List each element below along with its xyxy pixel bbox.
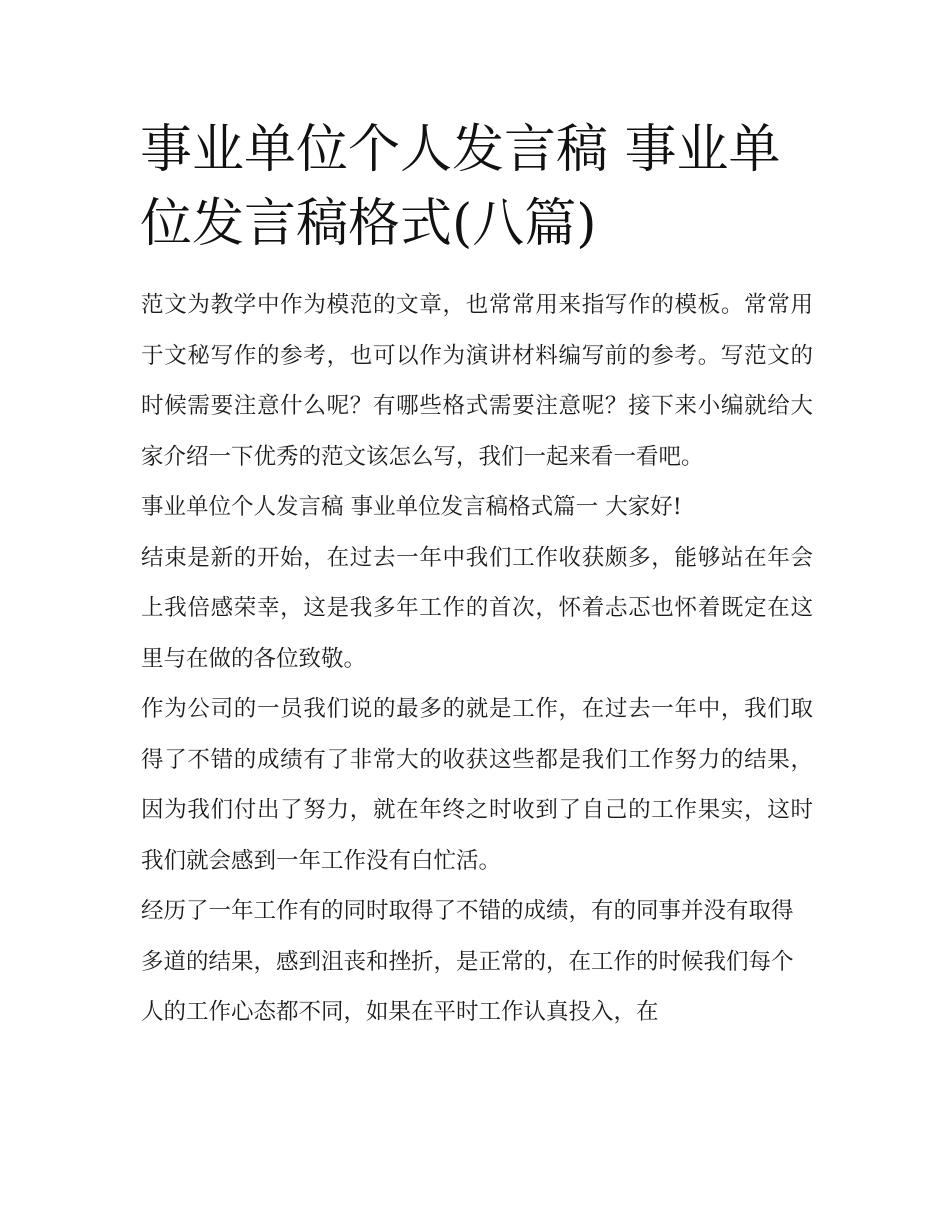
document-title: 事业单位个人发言稿 事业单位发言稿格式(八篇) bbox=[140, 120, 781, 254]
paragraph-experience: 经历了一年工作有的同时取得了不错的成绩，有的同事并没有取得多道的结果，感到沮丧和挫折，是正常的，在工作的时候我们每个人的工作心态都不同，如果在平时工作认真投入，在 bbox=[141, 898, 794, 1025]
paragraph-opening: 结束是新的开始，在过去一年中我们工作收获颇多，能够站在年会上我倍感荣幸，这是我多年工作的首次，怀着忐忑也怀着既定在这里与在做的各位致敬。 bbox=[141, 544, 813, 672]
paragraph-intro: 范文为教学中作为模范的文章，也常常用来指写作的模板。常常用于文秘写作的参考，也可以作为演讲材料编写前的参考。写范文的时候需要注意什么呢？有哪些格式需要注意呢？接下来小编就给大家介绍一下优秀的范文该怎么写，我们一起来看一看吧。 bbox=[141, 292, 813, 470]
paragraph-section-heading: 事业单位个人发言稿 事业单位发言稿格式篇一 大家好! bbox=[141, 494, 682, 520]
document-body bbox=[141, 280, 813, 1038]
paragraph-work-results: 作为公司的一员我们说的最多的就是工作，在过去一年中，我们取得了不错的成绩有了非常大的收获这些都是我们工作努力的结果，因为我们付出了努力，就在年终之时收到了自己的工作果实，这时我们就会感到一年工作没有白忙活。 bbox=[141, 696, 813, 874]
